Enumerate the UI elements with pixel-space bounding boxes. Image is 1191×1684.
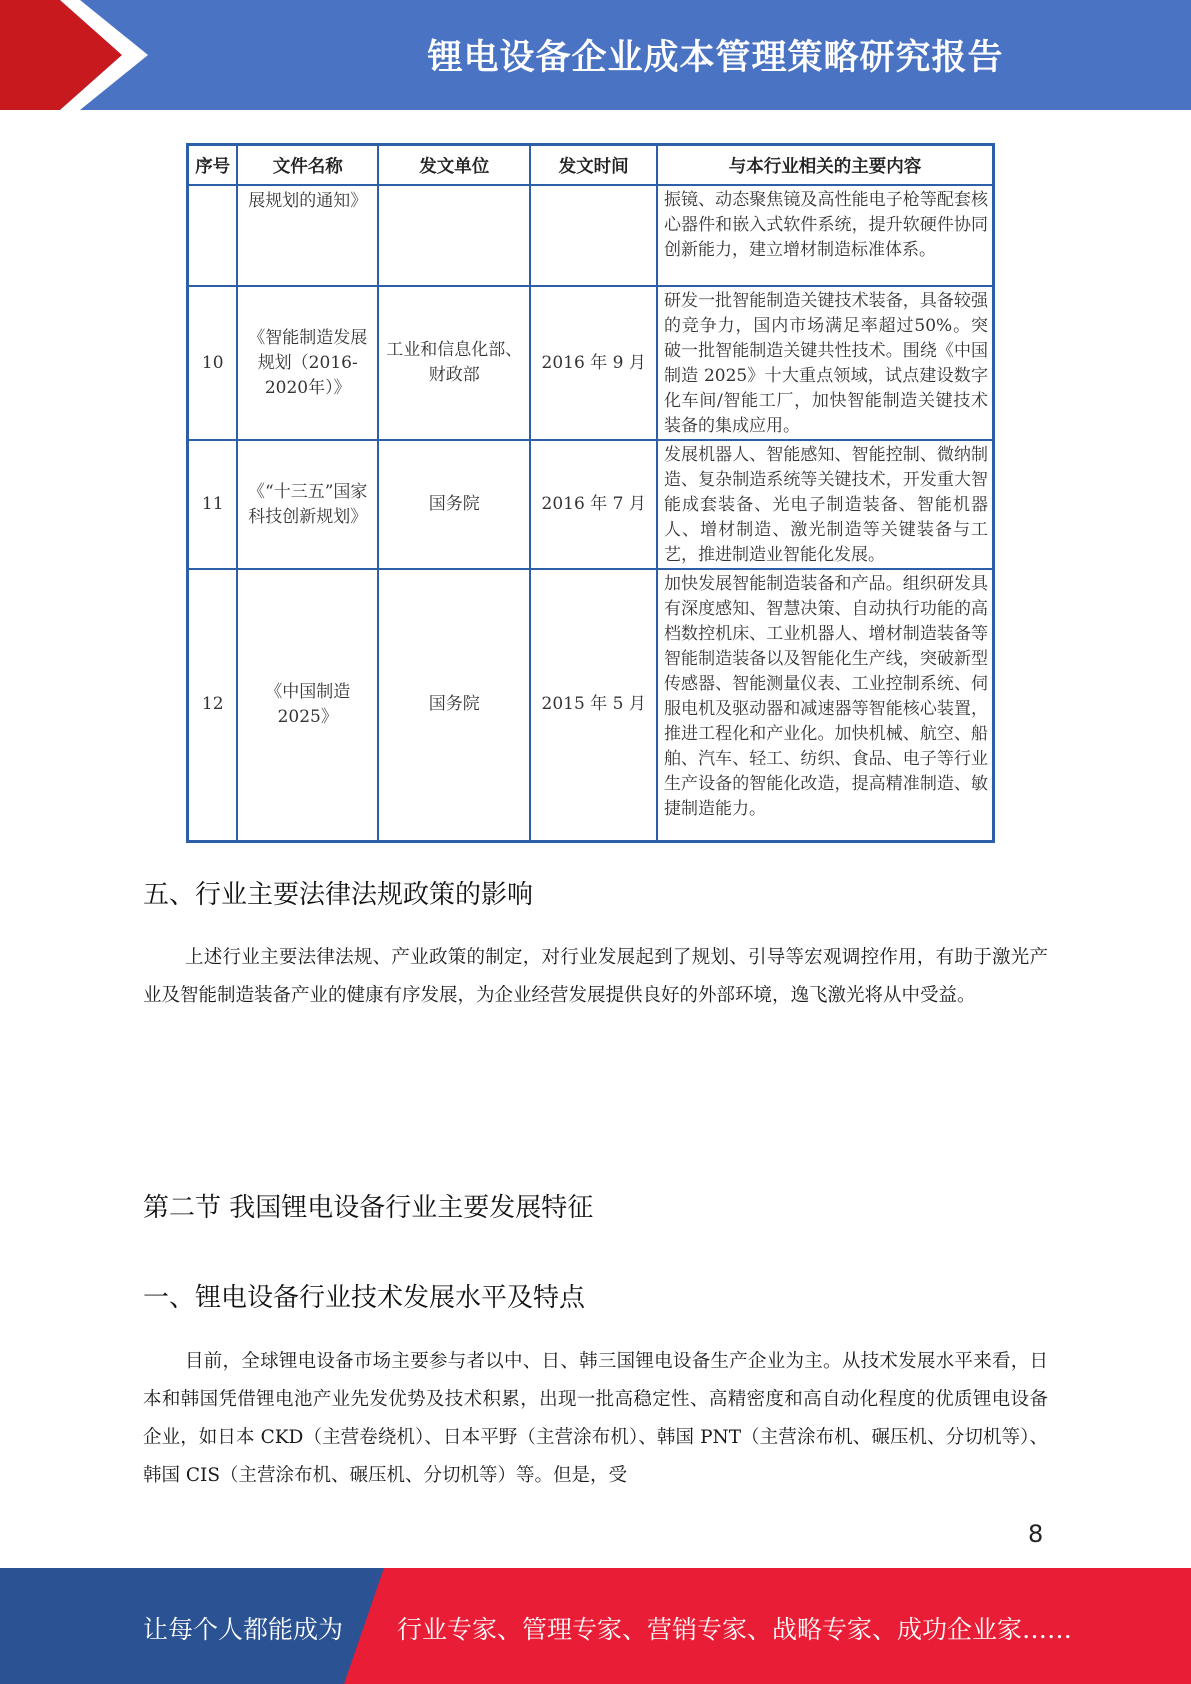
table-row <box>188 569 994 841</box>
report-title: 锂电设备企业成本管理策略研究报告 <box>427 38 1004 78</box>
column-header-unit: 发文单位 <box>378 145 530 186</box>
table-header-row <box>188 145 994 186</box>
row-content: 发展机器人、智能感知、智能控制、微纳制造、复杂制造系统等关键技术，开发重大智能成套装备、光电子制造装备、智能机器人、增材制造、激光制造等关键装备与工艺，推进制造业智能化发展。 <box>657 440 994 569</box>
row-no: 12 <box>188 569 238 841</box>
footer-slogan-left: 让每个人都能成为 <box>143 1615 344 1644</box>
page-number: 8 <box>1028 1520 1044 1548</box>
row-issue-date: 2016 年 7 月 <box>530 440 657 569</box>
row-content: 研发一批智能制造关键技术装备，具备较强的竞争力，国内市场满足率超过50%。突破一批智能制造关键共性技术。围绕《中国制造 2025》十大重点领域，试点建设数字化车间/智能工厂，加快智能制造关键技术装备的集成应用。 <box>657 286 994 440</box>
policy-table-container <box>186 143 995 843</box>
column-header-no: 序号 <box>188 145 238 186</box>
row-issuing-unit: 国务院 <box>378 569 530 841</box>
header-arrow-decoration <box>0 0 260 110</box>
row-document-name: 《“十三五”国家科技创新规划》 <box>237 440 378 569</box>
row-document-name: 展规划的通知》 <box>237 185 378 286</box>
row-no: 10 <box>188 286 238 440</box>
table-row <box>188 185 994 286</box>
section-paragraph: 上述行业主要法律法规、产业政策的制定，对行业发展起到了规划、引导等宏观调控作用，有助于激光产业及智能制造装备产业的健康有序发展，为企业经营发展提供良好的外部环境，逸飞激光将从中受益。 <box>143 947 1048 1006</box>
row-no <box>188 185 238 286</box>
row-issue-date <box>530 185 657 286</box>
section-heading: 一、锂电设备行业技术发展水平及特点 <box>143 1283 586 1313</box>
footer-slogan-right: 行业专家、管理专家、营销专家、战略专家、成功企业家…… <box>397 1615 1073 1644</box>
chapter-heading: 第二节 我国锂电设备行业主要发展特征 <box>143 1193 594 1223</box>
page-footer <box>0 1568 1191 1684</box>
section-paragraph: 目前，全球锂电设备市场主要参与者以中、日、韩三国锂电设备生产企业为主。从技术发展水平来看，日本和韩国凭借锂电池产业先发优势及技术积累，出现一批高稳定性、高精密度和高自动化程度的优质锂电设备企业，如日本 CKD（主营卷绕机）、日本平野（主营涂布机）、韩国 PNT（主营涂布机、碾压机、分切机等）、韩国 CIS（主营涂布机、碾压机、分切机等）等。但是，受 <box>143 1351 1048 1486</box>
column-header-content: 与本行业相关的主要内容 <box>657 145 994 186</box>
column-header-date: 发文时间 <box>530 145 657 186</box>
policy-table <box>186 143 995 843</box>
column-header-name: 文件名称 <box>237 145 378 186</box>
row-issuing-unit <box>378 185 530 286</box>
row-document-name: 《中国制造2025》 <box>237 569 378 841</box>
row-issue-date: 2016 年 9 月 <box>530 286 657 440</box>
row-issuing-unit: 工业和信息化部、财政部 <box>378 286 530 440</box>
row-issue-date: 2015 年 5 月 <box>530 569 657 841</box>
row-document-name: 《智能制造发展规划（2016-2020年）》 <box>237 286 378 440</box>
section-heading: 五、行业主要法律法规政策的影响 <box>143 880 534 910</box>
row-no: 11 <box>188 440 238 569</box>
row-content: 加快发展智能制造装备和产品。组织研发具有深度感知、智慧决策、自动执行功能的高档数控机床、工业机器人、增材制造装备等智能制造装备以及智能化生产线，突破新型传感器、智能测量仪表、工业控制系统、伺服电机及驱动器和减速器等智能核心装置，推进工程化和产业化。加快机械、航空、船舶、汽车、轻工、纺织、食品、电子等行业生产设备的智能化改造，提高精准制造、敏捷制造能力。 <box>657 569 994 841</box>
page-header <box>0 0 1191 110</box>
table-row <box>188 440 994 569</box>
row-content: 振镜、动态聚焦镜及高性能电子枪等配套核心器件和嵌入式软件系统，提升软硬件协同创新能力，建立增材制造标准体系。 <box>657 185 994 286</box>
row-issuing-unit: 国务院 <box>378 440 530 569</box>
table-row <box>188 286 994 440</box>
